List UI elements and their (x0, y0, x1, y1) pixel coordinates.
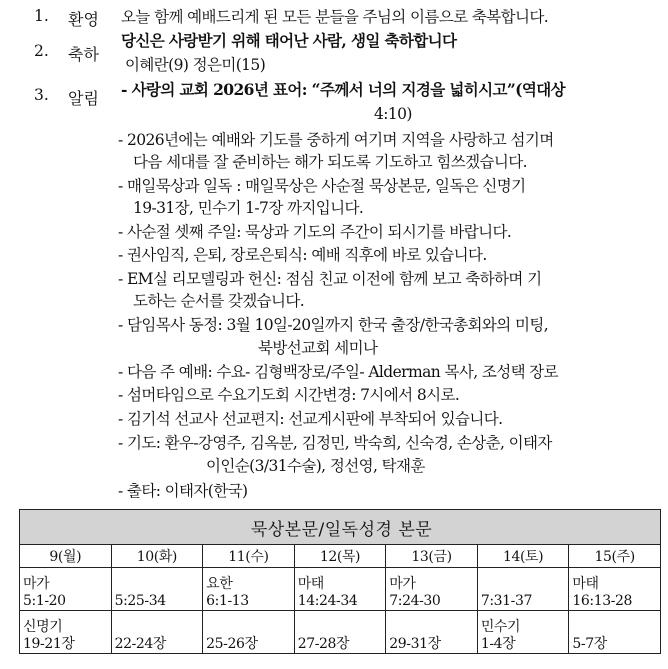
announcement-item: - 2026년에는 예배와 기도를 중하게 여기며 지역을 사랑하고 섬기며 (118, 131, 554, 149)
announcement-item-cont: 다음 세대를 잘 준비하는 해가 되도록 기도하고 힘쓰겠습니다. (133, 153, 527, 171)
book-name (115, 619, 203, 636)
chapter-ref: 5-7장 (572, 636, 607, 652)
day-header: 11(수) (203, 545, 295, 568)
chapter-ref: 27-28장 (297, 636, 350, 652)
announcement-item: - 매일묵상과 일독 : 매일묵상은 사순절 묵상본문, 일독은 신명기 (118, 177, 526, 195)
reading-schedule (19, 509, 661, 654)
book-name (481, 576, 569, 593)
book-name: 마태 (572, 576, 599, 592)
announcement-item: - 기도: 환우-강영주, 김옥분, 김정민, 박숙희, 신숙경, 손상춘, 이태자 (118, 434, 552, 452)
motto-label: - 사랑의 교회 2026년 표어 (121, 80, 302, 99)
meditation-row (20, 568, 661, 611)
verse-ref: 14:24-34 (297, 593, 358, 609)
book-name (298, 619, 386, 636)
announcement-item-cont: 19-31장, 민수기 1-7장 까지입니다. (133, 199, 364, 217)
day-header: 15(주) (569, 545, 661, 568)
book-name (389, 619, 477, 636)
meditation-cell (477, 568, 569, 611)
birthday-text: 당신은 사랑받기 위해 태어난 사람, 생일 축하합니다 (121, 31, 457, 50)
announcement-item: - 섬머타임으로 수요기도회 시간변경: 7시에서 8시로. (118, 386, 460, 404)
meditation-cell (386, 568, 478, 611)
book-name: 민수기 (480, 619, 521, 635)
book-name (572, 619, 660, 636)
book-name: 요한 (206, 576, 233, 592)
announcement-item-cont: 이인순(3/31수술), 정선영, 탁재훈 (206, 457, 425, 475)
verse-ref: 16:13-28 (572, 593, 633, 609)
motto-quote: : “주께서 너의 지경을 넓히시고”(역대상 (301, 80, 566, 99)
announcement-item: - 출타: 이태자(한국) (118, 482, 248, 500)
announcement-item: - 김기석 선교사 선교편지: 선교게시판에 부착되어 있습니다. (118, 410, 503, 428)
book-name: 마태 (297, 576, 324, 592)
reading-table (19, 509, 661, 654)
day-header: 13(금) (386, 545, 478, 568)
verse-ref: 5:25-34 (114, 593, 166, 609)
chapter-ref: 19-21장 (23, 636, 75, 652)
meditation-cell (294, 568, 386, 611)
verse-ref: 6:1-13 (206, 593, 249, 609)
day-header: 10(화) (111, 545, 203, 568)
book-name (206, 619, 294, 636)
reading-table-title: 묵상본문/일독성경 본문 (20, 510, 661, 545)
section-number: 1. (34, 7, 49, 25)
meditation-cell (111, 568, 203, 611)
section-heading: 축하 (68, 45, 99, 64)
reading-cell (569, 611, 661, 654)
verse-ref: 7:24-30 (389, 593, 441, 609)
chapter-ref: 29-31장 (389, 636, 441, 652)
reading-cell (111, 611, 203, 654)
announcement-item-cont: 도하는 순서를 갖겠습니다. (133, 292, 305, 310)
meditation-cell (569, 568, 661, 611)
section-heading: 환영 (68, 10, 99, 29)
meditation-cell (20, 568, 112, 611)
book-name: 신명기 (23, 619, 63, 635)
welcome-text: 오늘 함께 예배드리게 된 모든 분들을 주님의 이름으로 축복합니다. (121, 8, 549, 26)
verse-ref: 7:31-37 (480, 593, 532, 609)
chapter-ref: 1-4장 (480, 636, 516, 652)
reading-row (20, 611, 661, 654)
section-heading: 알림 (68, 89, 99, 108)
motto-reference: 4:10) (374, 105, 412, 123)
day-header: 9(월) (20, 545, 112, 568)
announcement-item: - EM실 리모델링과 헌신: 점심 친교 이전에 함께 보고 축하하며 기 (118, 270, 542, 288)
announcement-item: - 권사임직, 은퇴, 장로은퇴식: 예배 직후에 바로 있습니다. (118, 246, 487, 264)
chapter-ref: 25-26장 (206, 636, 258, 652)
reading-cell (20, 611, 112, 654)
reading-cell (386, 611, 478, 654)
day-header: 12(목) (294, 545, 386, 568)
chapter-ref: 22-24장 (114, 636, 167, 652)
meditation-cell (203, 568, 295, 611)
announcement-item-cont: 북방선교회 세미나 (258, 339, 378, 357)
book-name (115, 576, 203, 593)
day-header-row (20, 545, 661, 568)
reading-cell (203, 611, 295, 654)
announcement-item: - 다음 주 예배: 수요- 김형백장로/주일- Alderman 목사, 조성택 장로 (118, 363, 559, 381)
announcement-item: - 담임목사 동정: 3월 10일-20일까지 한국 출장/한국총회와의 미팅, (118, 316, 549, 334)
announcement-item: - 사순절 셋째 주일: 묵상과 기도의 주간이 되시기를 바랍니다. (118, 223, 512, 241)
verse-ref: 5:1-20 (23, 593, 66, 609)
reading-cell (294, 611, 386, 654)
reading-cell (477, 611, 569, 654)
book-name: 마가 (389, 576, 416, 592)
day-header: 14(토) (477, 545, 569, 568)
section-number: 2. (34, 42, 49, 60)
section-number: 3. (34, 86, 49, 104)
birthday-names: 이혜란(9) 정은미(15) (125, 56, 266, 74)
motto-line (121, 79, 565, 101)
book-name: 마가 (23, 576, 50, 592)
